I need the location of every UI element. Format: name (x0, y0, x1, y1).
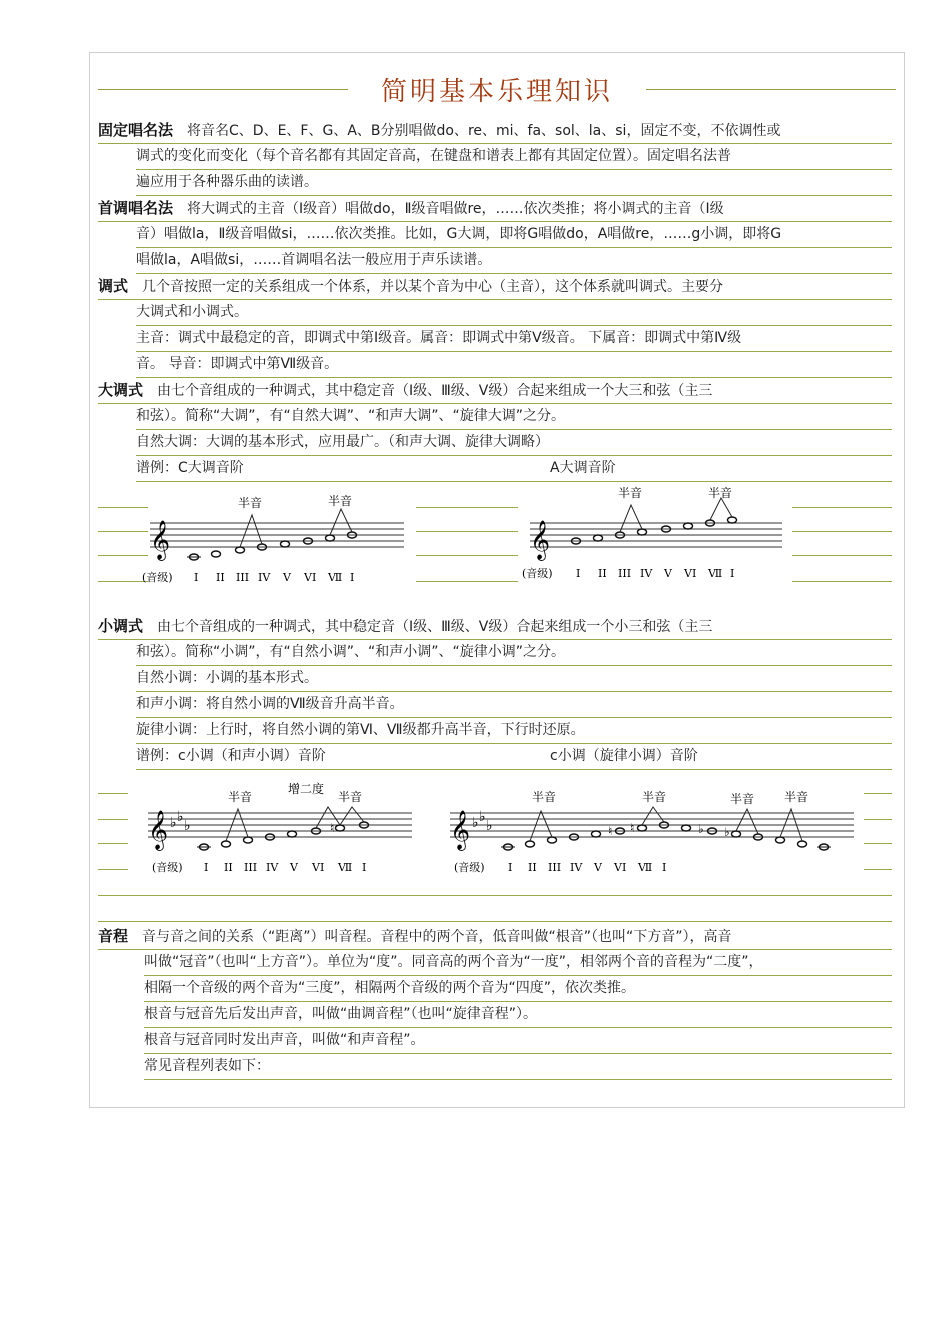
augmented-second-label: 增二度 (288, 782, 325, 796)
degree-label: II (216, 571, 225, 584)
half-step-label: 半音 (328, 494, 353, 508)
degree-label: VI (684, 567, 697, 580)
half-step-label: 半音 (642, 790, 667, 804)
flat-icon: ♭ (724, 825, 730, 839)
movable-do-line2: 音）唱做la，Ⅱ级音唱做si，……依次类推。比如，G大调，即将G唱做do，A唱做re，……g小调，即将G (136, 221, 892, 248)
degree-prefix: (音级) (522, 567, 553, 580)
major-line1: 大调式 由七个音组成的一种调式，其中稳定音（Ⅰ级、Ⅲ级、Ⅴ级）合起来组成一个大三和弦（主三 (98, 377, 892, 404)
interval-line3: 相隔一个音级的两个音为“三度”，相隔两个音级的两个音为“四度”，依次类推。 (144, 975, 892, 1002)
degree-label: I (576, 567, 581, 580)
degree-label: V (664, 567, 672, 580)
minor-line1: 小调式 由七个音组成的一种调式，其中稳定音（Ⅰ级、Ⅲ级、Ⅴ级）合起来组成一个小三和弦（主三 (98, 613, 892, 640)
degree-label: VI (614, 861, 627, 874)
interval-line6: 常见音程列表如下： (144, 1053, 892, 1080)
c-major-scale-staff (142, 485, 412, 585)
minor-example-label: 谱例：c小调（和声小调）音阶 (136, 748, 326, 764)
degree-label: V (290, 861, 298, 874)
half-step-label: 半音 (784, 790, 809, 804)
degree-label: I (350, 571, 355, 584)
treble-clef-icon: 𝄞 (450, 810, 471, 850)
major-example-label: 谱例：C大调音阶 (136, 460, 244, 476)
half-step-label: 半音 (532, 790, 557, 804)
page-title: 简明基本乐理知识 (98, 71, 896, 108)
degree-label: II (224, 861, 233, 874)
degree-label: Ⅶ (328, 571, 343, 584)
degree-label: III (548, 861, 562, 874)
movable-do-line1: 首调唱名法 将大调式的主音（Ⅰ级音）唱做do，Ⅱ级音唱做re，……依次类推；将小调式的主音（Ⅰ级 (98, 195, 892, 222)
degree-label: IV (258, 571, 271, 584)
term-major: 大调式 (98, 381, 144, 399)
degree-label: III (236, 571, 250, 584)
interval-line5: 根音与冠音同时发出声音，叫做“和声音程”。 (144, 1027, 892, 1054)
half-step-label: 半音 (618, 486, 643, 500)
degree-prefix: (音级) (454, 861, 485, 874)
document-page (89, 52, 905, 1108)
flat-icon: ♭ (479, 809, 486, 825)
treble-clef-icon: 𝄞 (530, 520, 551, 560)
degree-label: II (598, 567, 607, 580)
degree-label: V (594, 861, 602, 874)
degree-label: IV (640, 567, 653, 580)
degree-label: I (194, 571, 199, 584)
natural-icon: ♮ (330, 821, 335, 835)
major-example-label2: A大调音阶 (550, 460, 616, 476)
minor-line5: 旋律小调：上行时，将自然小调的第Ⅵ、Ⅶ级都升高半音，下行时还原。 (136, 717, 892, 744)
degree-prefix: (音级) (152, 861, 183, 874)
minor-line4: 和声小调：将自然小调的Ⅶ级音升高半音。 (136, 691, 892, 718)
flat-icon: ♭ (698, 822, 704, 836)
natural-icon: ♮ (608, 824, 613, 838)
flat-icon: ♭ (184, 818, 191, 834)
degree-label: V (283, 571, 291, 584)
degree-label: I (362, 861, 367, 874)
degree-label: VI (312, 861, 325, 874)
term-movable-do: 首调唱名法 (98, 199, 174, 217)
term-mode: 调式 (98, 277, 129, 295)
term-interval: 音程 (98, 927, 129, 945)
treble-clef-icon: 𝄞 (150, 520, 171, 560)
minor-line3: 自然小调：小调的基本形式。 (136, 665, 892, 692)
degree-label: IV (570, 861, 583, 874)
mode-line4: 音。 导音：即调式中第Ⅶ级音。 (136, 351, 892, 378)
degree-label: I (662, 861, 667, 874)
degree-label: Ⅶ (338, 861, 353, 874)
flat-icon: ♭ (177, 809, 184, 825)
major-example-line (136, 455, 892, 482)
term-minor: 小调式 (98, 617, 144, 635)
degree-label: II (528, 861, 537, 874)
mode-line3: 主音：调式中最稳定的音，即调式中第Ⅰ级音。属音：即调式中第Ⅴ级音。 下属音：即调式中第Ⅳ级 (136, 325, 892, 352)
movable-do-line3: 唱做la，A唱做si，……首调唱名法一般应用于声乐读谱。 (136, 247, 892, 274)
c-melodic-minor-staff (444, 775, 860, 875)
major-line3: 自然大调：大调的基本形式，应用最广。（和声大调、旋律大调略） (136, 429, 892, 456)
degree-prefix: (音级) (142, 571, 173, 584)
fixed-do-line2: 调式的变化而变化（每个音名都有其固定音高，在键盘和谱表上都有其固定位置）。固定唱名法普 (136, 143, 892, 170)
degree-label: III (244, 861, 258, 874)
degree-label: I (204, 861, 209, 874)
minor-line2: 和弦）。简称“小调”，有“自然小调”、“和声小调”、“旋律小调”之分。 (136, 639, 892, 666)
interval-line1: 音程 音与音之间的关系（“距离”）叫音程。音程中的两个音，低音叫做“根音”（也叫“下方音”），高音 (98, 923, 892, 950)
major-line2: 和弦）。简称“大调”，有“自然大调”、“和声大调”、“旋律大调”之分。 (136, 403, 892, 430)
flat-icon: ♭ (472, 815, 479, 831)
fixed-do-line3: 遍应用于各种器乐曲的读谱。 (136, 169, 892, 196)
minor-example-line (136, 743, 892, 770)
natural-icon: ♮ (630, 821, 635, 835)
flat-icon: ♭ (170, 815, 177, 831)
mode-line1: 调式 几个音按照一定的关系组成一个体系，并以某个音为中心（主音），这个体系就叫调式。主要分 (98, 273, 892, 300)
a-major-scale-staff (522, 481, 790, 585)
interval-line2: 叫做“冠音”（也叫“上方音”）。单位为“度”。同音高的两个音为“一度”，相邻两个音的音程为“二度”， (144, 949, 892, 976)
degree-label: I (508, 861, 513, 874)
title-bar (98, 71, 896, 107)
half-step-label: 半音 (730, 792, 755, 806)
degree-label: Ⅶ (638, 861, 653, 874)
minor-example-label2: c小调（旋律小调）音阶 (550, 748, 698, 764)
half-step-label: 半音 (238, 496, 263, 510)
c-harmonic-minor-staff (142, 775, 418, 875)
half-step-label: 半音 (338, 790, 363, 804)
degree-label: Ⅶ (708, 567, 723, 580)
term-fixed-do: 固定唱名法 (98, 121, 174, 139)
treble-clef-icon: 𝄞 (148, 810, 169, 850)
half-step-label: 半音 (228, 790, 253, 804)
degree-label: VI (304, 571, 317, 584)
interval-line4: 根音与冠音先后发出声音，叫做“曲调音程”（也叫“旋律音程”）。 (144, 1001, 892, 1028)
mode-line2: 大调式和小调式。 (136, 299, 892, 326)
fixed-do-line1: 固定唱名法 将音名C、D、E、F、G、A、B分别唱做do、re、mi、fa、sol、la、si，固定不变，不依调性或 (98, 117, 892, 144)
half-step-label: 半音 (708, 486, 733, 500)
degree-label: IV (266, 861, 279, 874)
degree-label: I (730, 567, 735, 580)
flat-icon: ♭ (486, 818, 493, 834)
degree-label: III (618, 567, 632, 580)
